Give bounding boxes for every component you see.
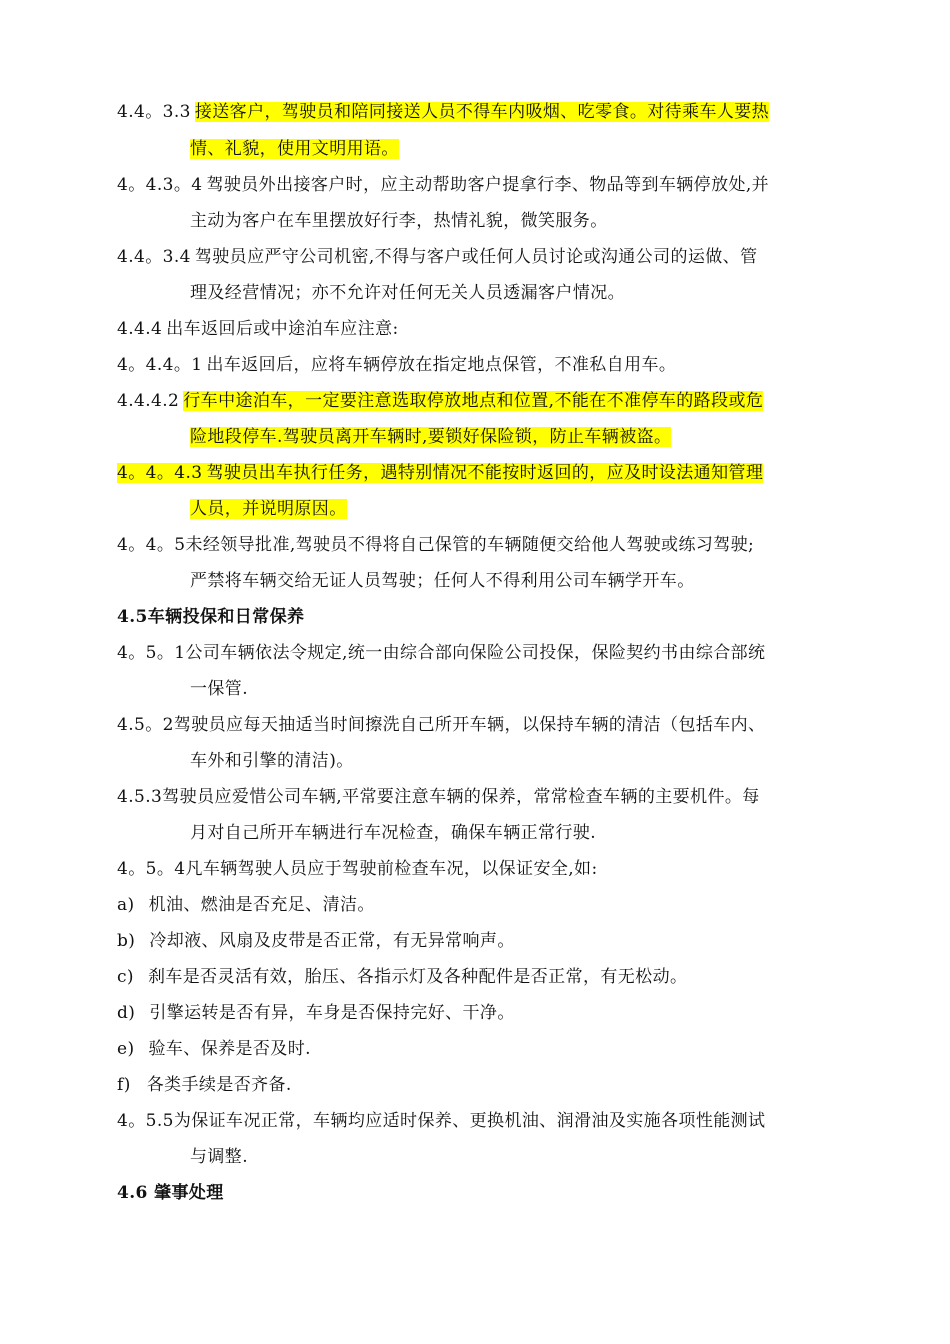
- check-item-b: [117, 929, 515, 953]
- clause-4-4-3-4a-line1: [117, 173, 769, 197]
- clause-4-4-4-2-line2: [190, 425, 671, 449]
- list-text: 机油、燃油是否充足、清洁。: [148, 895, 375, 915]
- clause-text: 出车返回后，应将车辆停放在指定地点保管，不准私自用车。: [206, 355, 677, 375]
- clause-text: 与调整.: [190, 1147, 249, 1167]
- clause-number: 4。4。5: [117, 535, 186, 555]
- clause-number: 4.5。2: [117, 715, 174, 735]
- clause-text: 驾驶员应爱惜公司车辆,平常要注意车辆的保养，常常检查车辆的主要机件。每: [162, 787, 760, 807]
- clause-text: 公司车辆依法令规定,统一由综合部向保险公司投保，保险契约书由综合部统: [185, 643, 766, 663]
- clause-4-5-1-line2: [190, 677, 248, 701]
- highlighted-text: 险地段停车.驾驶员离开车辆时,要锁好保险锁，防止车辆被盗。: [190, 427, 672, 447]
- clause-text: 凡车辆驾驶人员应于驾驶前检查车况，以保证安全,如:: [185, 859, 598, 879]
- list-marker: b): [117, 931, 136, 951]
- clause-number: 4.4.4.2: [117, 391, 180, 411]
- highlighted-text: 驾驶员出车执行任务，遇特别情况不能按时返回的，应及时设法通知管理: [206, 463, 764, 483]
- section-heading-4-5: 4.5车辆投保和日常保养: [117, 607, 305, 627]
- clause-4-5-3-line2: [190, 821, 596, 845]
- clause-4-4-3-3-line2: [190, 137, 399, 161]
- list-text: 刹车是否灵活有效，胎压、各指示灯及各种配件是否正常，有无松动。: [147, 967, 688, 987]
- clause-text: 驾驶员应每天抽适当时间擦洗自己所开车辆，以保持车辆的清洁（包括车内、: [173, 715, 766, 735]
- clause-text: 主动为客户在车里摆放好行李，热情礼貌，微笑服务。: [190, 211, 608, 231]
- highlighted-text: 行车中途泊车，一定要注意选取停放地点和位置,不能在不准停车的路段或危: [183, 391, 764, 411]
- clause-4-5-1-line1: [117, 641, 765, 665]
- clause-4-5-5-line2: [190, 1145, 248, 1169]
- clause-4-4-4-3-line2: [190, 497, 347, 521]
- clause-text: 驾驶员应严守公司机密,不得与客户或任何人员讨论或沟通公司的运做、管: [194, 247, 758, 267]
- section-heading-4-6: 4.6 肇事处理: [117, 1183, 224, 1203]
- clause-4-4-4-2-line1: [117, 389, 763, 413]
- check-item-d: [117, 1001, 515, 1025]
- check-item-f: [117, 1073, 292, 1097]
- clause-4-5-5-line1: [117, 1109, 765, 1133]
- clause-text: 出车返回后或中途泊车应注意:: [166, 319, 399, 339]
- clause-number: 4。5。1: [117, 643, 186, 663]
- list-marker: e): [117, 1039, 135, 1059]
- clause-4-4-5-line2: [190, 569, 695, 593]
- clause-4-4-4: [117, 317, 399, 341]
- list-text: 冷却液、风扇及皮带是否正常，有无异常响声。: [149, 931, 515, 951]
- check-item-c: [117, 965, 687, 989]
- clause-4-5-3-line1: [117, 785, 760, 809]
- clause-4-4-5-line1: [117, 533, 754, 557]
- clause-4-4-3-3-line1: [117, 100, 769, 124]
- list-marker: f): [117, 1075, 131, 1095]
- list-marker: c): [117, 967, 134, 987]
- list-marker: d): [117, 1003, 136, 1023]
- clause-number: 4.4。3.3: [117, 102, 191, 122]
- clause-4-4-3-4b-line1: [117, 245, 757, 269]
- clause-4-4-4-3-line1: [117, 461, 763, 485]
- clause-text: 一保管.: [190, 679, 249, 699]
- clause-text: 为保证车况正常，车辆均应适时保养、更换机油、润滑油及实施各项性能测试: [173, 1111, 766, 1131]
- clause-number: 4.5.3: [117, 787, 163, 807]
- highlighted-text: 人员，并说明原因。: [190, 499, 347, 519]
- clause-number: 4。4.4。1: [117, 355, 203, 375]
- clause-4-4-4-1: [117, 353, 676, 377]
- clause-text: 驾驶员外出接客户时，应主动帮助客户提拿行李、物品等到车辆停放处,并: [206, 175, 770, 195]
- highlighted-text: 情、礼貌，使用文明用语。: [190, 139, 399, 159]
- clause-text: 严禁将车辆交给无证人员驾驶；任何人不得利用公司车辆学开车。: [190, 571, 695, 591]
- list-text: 验车、保养是否及时.: [148, 1039, 311, 1059]
- list-marker: a): [117, 895, 135, 915]
- clause-number: 4。4。4.3: [117, 463, 203, 483]
- clause-4-5-2-line2: [190, 749, 354, 773]
- highlighted-text: 接送客户，驾驶员和陪同接送人员不得车内吸烟、吃零食。对待乘车人要热: [194, 102, 770, 122]
- clause-number: 4。5.5: [117, 1111, 174, 1131]
- clause-number: 4.4。3.4: [117, 247, 191, 267]
- clause-number: 4.4.4: [117, 319, 163, 339]
- list-text: 各类手续是否齐备.: [146, 1075, 292, 1095]
- clause-text: 月对自己所开车辆进行车况检查，确保车辆正常行驶.: [190, 823, 597, 843]
- clause-4-5-4: [117, 857, 598, 881]
- clause-4-5-2-line1: [117, 713, 765, 737]
- check-item-e: [117, 1037, 311, 1061]
- check-item-a: [117, 893, 375, 917]
- clause-text: 理及经营情况；亦不允许对任何无关人员透漏客户情况。: [190, 283, 625, 303]
- list-text: 引擎运转是否有异，车身是否保持完好、干净。: [149, 1003, 515, 1023]
- clause-number: 4。5。4: [117, 859, 186, 879]
- clause-text: 未经领导批准,驾驶员不得将自己保管的车辆随便交给他人驾驶或练习驾驶;: [185, 535, 755, 555]
- clause-4-4-3-4b-line2: [190, 281, 625, 305]
- clause-4-4-3-4a-line2: [190, 209, 608, 233]
- clause-text: 车外和引擎的清洁)。: [190, 751, 354, 771]
- clause-number: 4。4.3。4: [117, 175, 203, 195]
